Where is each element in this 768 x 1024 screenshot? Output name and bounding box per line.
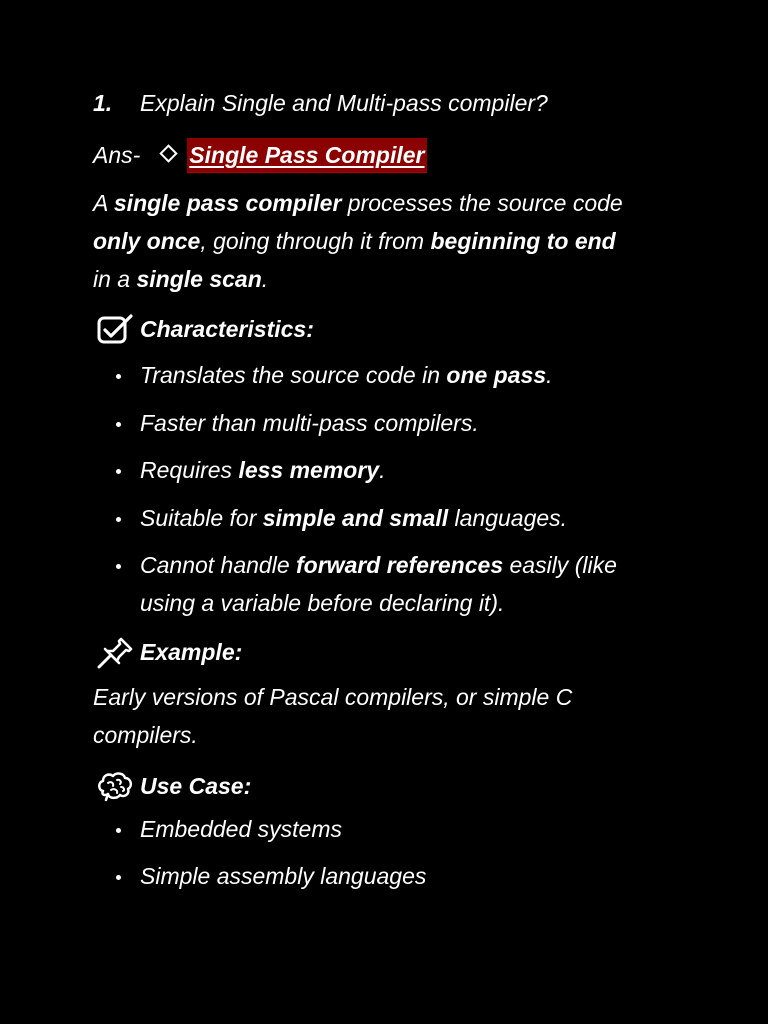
use-case-heading bbox=[93, 766, 693, 808]
example-paragraph bbox=[93, 678, 693, 754]
definition-bold: only once bbox=[93, 228, 201, 254]
example-title: Example: bbox=[140, 639, 243, 665]
characteristics-heading bbox=[93, 308, 693, 350]
question-number: 1. bbox=[93, 90, 113, 116]
list-item: Embedded systems bbox=[93, 810, 693, 848]
pushpin-icon bbox=[95, 635, 135, 671]
definition-text: processes the source code bbox=[341, 190, 623, 216]
definition-bold: single pass compiler bbox=[113, 190, 342, 216]
answer-label: Ans- bbox=[93, 142, 141, 168]
definition-bold: single scan bbox=[136, 266, 262, 292]
list-item: Simple assembly languages bbox=[93, 857, 693, 895]
list-item: Suitable for simple and small languages. bbox=[93, 499, 693, 537]
definition-text: in a bbox=[93, 266, 137, 292]
example-text-line: Early versions of Pascal compilers, or simple C bbox=[93, 683, 573, 710]
definition-text: , going through it from bbox=[200, 228, 431, 254]
list-item: Requires less memory. bbox=[93, 451, 693, 489]
characteristics-title: Characteristics: bbox=[140, 315, 314, 342]
definition-text: A bbox=[93, 190, 114, 216]
list-item: Cannot handle forward references easily (like using a variable before declaring it). bbox=[93, 546, 693, 622]
diamond-bullet-icon bbox=[160, 144, 178, 162]
example-text-line: compilers. bbox=[93, 721, 198, 748]
example-heading bbox=[93, 632, 693, 674]
question-text: Explain Single and Multi-pass compiler? bbox=[140, 90, 548, 116]
use-case-list bbox=[93, 810, 693, 896]
list-item: Translates the source code in one pass. bbox=[93, 356, 693, 394]
question-line bbox=[93, 84, 693, 124]
definition-paragraph bbox=[93, 184, 693, 298]
list-item: Faster than multi-pass compilers. bbox=[93, 404, 693, 442]
answer-heading-highlight: Single Pass Compiler bbox=[187, 138, 426, 173]
use-case-title: Use Case: bbox=[140, 773, 252, 799]
definition-bold: beginning to end bbox=[430, 228, 616, 254]
answer-heading-row bbox=[93, 136, 693, 176]
definition-text: . bbox=[261, 266, 269, 292]
document-page bbox=[93, 84, 693, 905]
checkbox-icon bbox=[95, 311, 135, 347]
brain-icon bbox=[95, 769, 135, 805]
characteristics-list bbox=[93, 356, 693, 622]
